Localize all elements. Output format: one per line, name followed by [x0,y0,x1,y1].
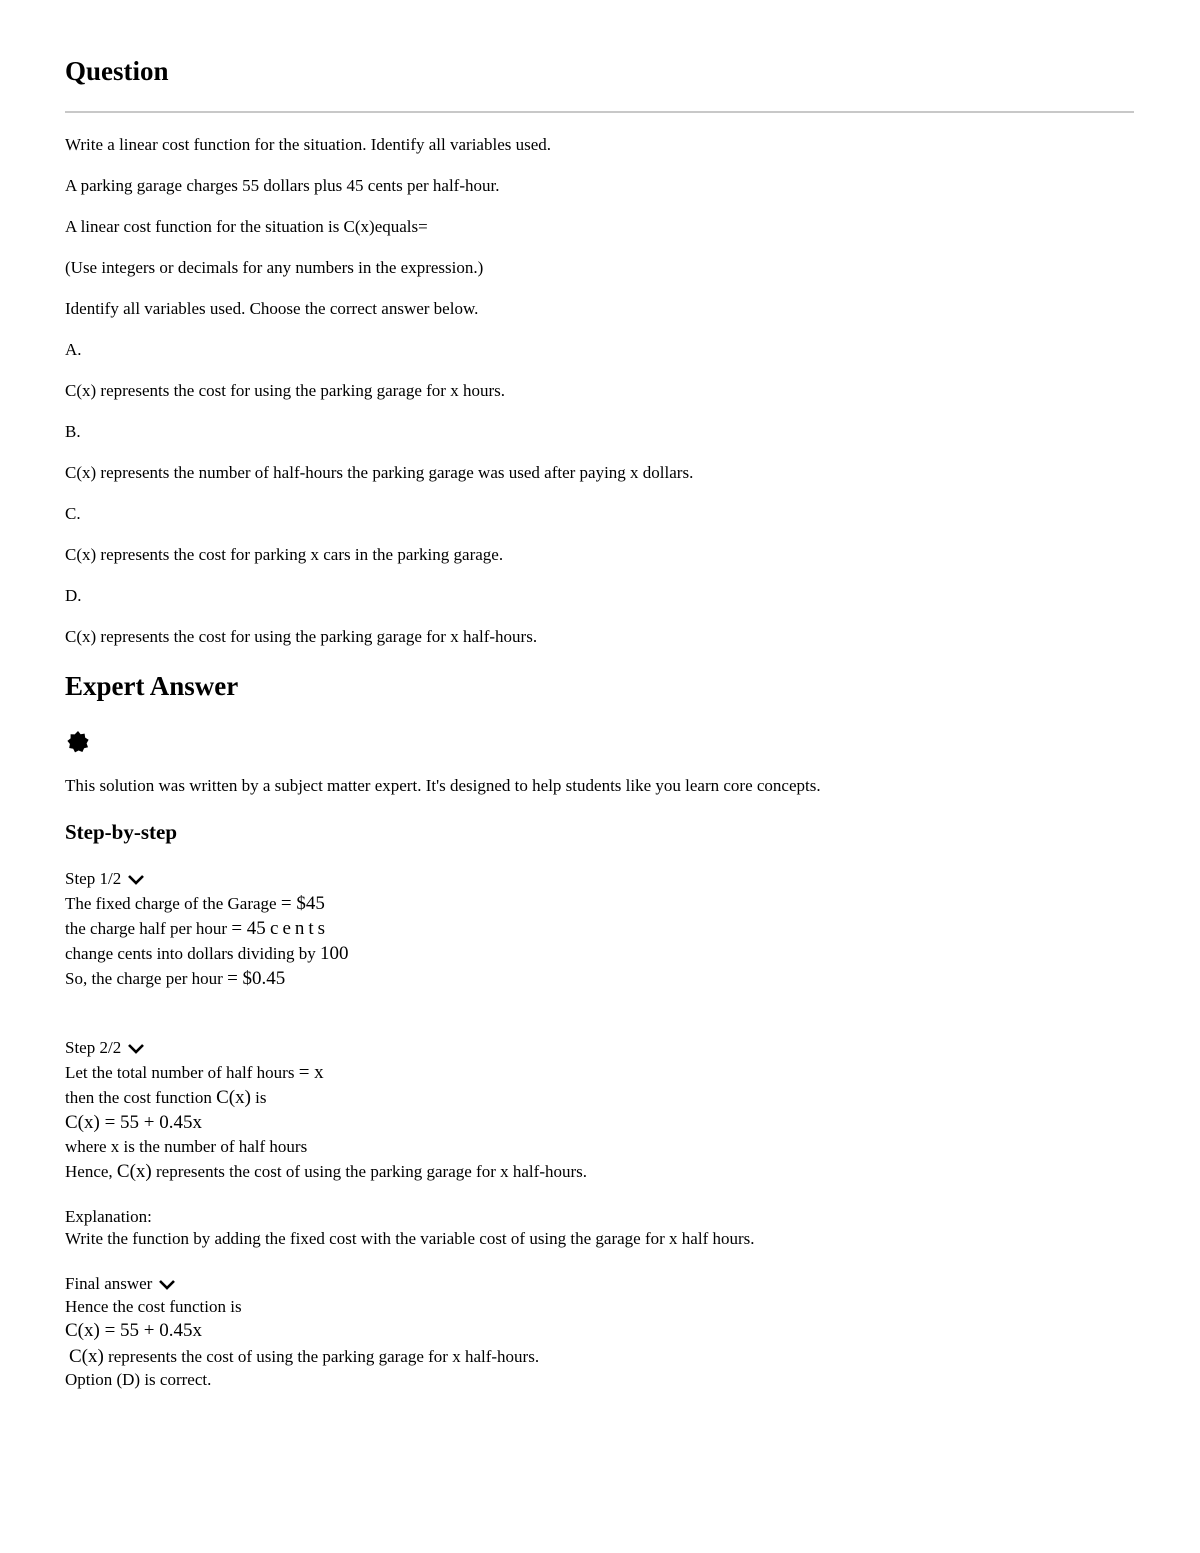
step-2-line [65,1060,324,1085]
step-2-line [65,1085,267,1110]
step-1-line [65,941,348,966]
question-text: Write a linear cost function for the situation. Identify all variables used. [65,135,552,154]
question-text: (Use integers or decimals for any numbers in the expression.) [65,258,484,277]
option-a-text: C(x) represents the cost for using the parking garage for x hours. [65,381,505,400]
math-expression: C(x) = 55 + 0.45x [65,1320,203,1341]
step-2-line [65,1159,587,1184]
question-text: A parking garage charges 55 dollars plus 45 cents per half-hour. [65,176,500,195]
math-expression: C(x) = 55 + 0.45x [65,1112,203,1133]
option-b-text: C(x) represents the number of half-hours the parking garage was used after paying x dollars. [65,463,694,482]
final-answer-toggle[interactable] [65,1271,176,1296]
option-a-letter: A. [65,340,82,359]
option-d-letter: D. [65,586,82,605]
option-c-letter: C. [65,504,81,523]
expert-badge-icon [66,730,90,754]
step-1-line [65,916,329,941]
step-text: So, the charge per hour [65,969,223,988]
chevron-down-icon [158,1279,176,1291]
step-text: The fixed charge of the Garage [65,894,277,913]
step-text: then the cost function [65,1088,212,1107]
step-1-toggle[interactable] [65,866,145,891]
explanation-label: Explanation: [65,1207,152,1226]
step-text: Let the total number of half hours [65,1063,295,1082]
math-expression: = $0.45 [227,968,286,989]
step-text: the charge half per hour [65,919,228,938]
math-expression: cents [270,918,330,939]
math-expression: 100 [319,943,349,964]
step-2-label: Step 2/2 [65,1038,122,1057]
final-answer-line [69,1344,539,1369]
expert-answer-heading: Expert Answer [65,671,239,701]
step-text: represents the cost of using the parking garage for x half-hours. [156,1162,588,1181]
question-text: A linear cost function for the situation is C(x)equals= [65,217,428,236]
step-1-label: Step 1/2 [65,869,122,888]
math-expression: C(x) [216,1087,251,1108]
divider [65,111,1134,113]
math-expression: = 45 [231,918,266,939]
math-expression: = $45 [280,893,325,914]
step-text: change cents into dollars dividing by [65,944,316,963]
step-1-line [65,891,325,916]
step-2-line: where x is the number of half hours [65,1137,308,1156]
step-2-toggle[interactable] [65,1035,145,1060]
option-d-text: C(x) represents the cost for using the parking garage for x half-hours. [65,627,538,646]
step-by-step-heading: Step-by-step [65,820,178,844]
step-text: represents the cost of using the parking garage for x half-hours. [108,1347,540,1366]
step-text: Hence, [65,1162,113,1181]
math-expression: C(x) [69,1346,104,1367]
chevron-down-icon [127,874,145,886]
question-text: Identify all variables used. Choose the correct answer below. [65,299,479,318]
final-answer-line: Option (D) is correct. [65,1370,212,1389]
expert-intro: This solution was written by a subject matter expert. It's designed to help students like you learn core concepts. [65,776,821,795]
math-expression: = x [298,1062,324,1083]
step-text: is [255,1088,267,1107]
final-answer-label: Final answer [65,1274,153,1293]
option-b-letter: B. [65,422,81,441]
option-c-text: C(x) represents the cost for parking x cars in the parking garage. [65,545,504,564]
final-answer-line: Hence the cost function is [65,1297,242,1316]
math-expression: C(x) [116,1161,152,1182]
question-heading: Question [65,56,169,86]
explanation-text: Write the function by adding the fixed cost with the variable cost of using the garage for x half hours. [65,1229,755,1248]
step-1-line [65,966,285,991]
chevron-down-icon [127,1043,145,1055]
